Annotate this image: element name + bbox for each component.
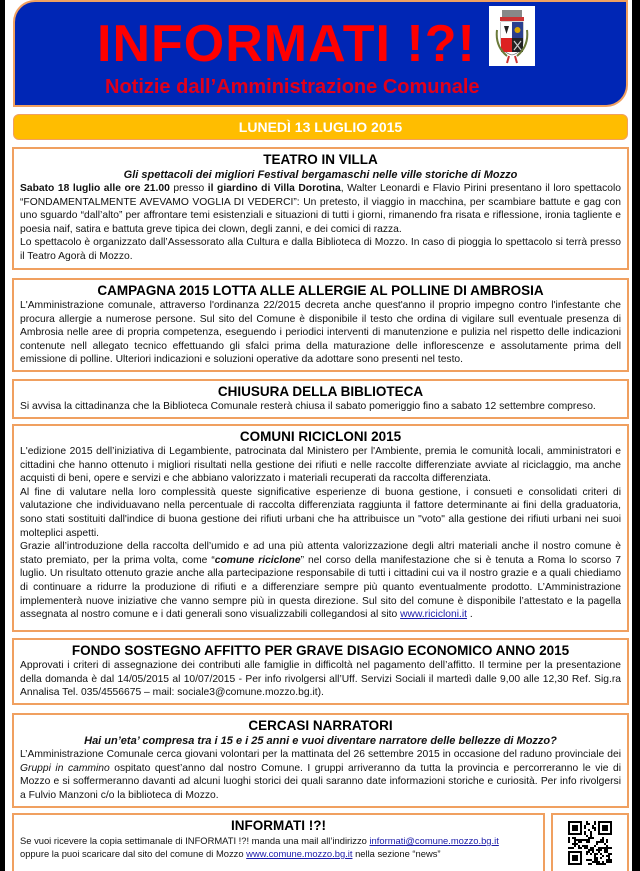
section-title: FONDO SOSTEGNO AFFITTO PER GRAVE DISAGIO ECONOMICO ANNO 2015 [71, 643, 570, 658]
section-paragraph: Approvati i criteri di assegnazione dei contributi alle famiglie in difficoltà nel pagamento dell’affitto. Il termine per la presentazione della domanda è dal 14/05/2015 al 10/07/2015 - Per info rivolgersi all’Uff. Servizi Sociali il martedì dalle 9,00 alle 12,30 Ref. Sig.ra Annalisa Tel. 035/4556675 – mail: sociale3@comune.mozzo.bg.it). [20, 660, 621, 699]
newsletter-title: INFORMATI !?! [97, 15, 476, 73]
coat-of-arms-icon [489, 6, 535, 66]
section-paragraph: L'Amministrazione comunale, attraverso l'ordinanza 22/2015 decreta anche quest'anno il proprio impegno contro l'infestante che procura allergie a numerose persone. Sul sito del Comune è disponibile il testo che ordina di vigilare sull eventuale presenza di Ambrosia nelle aree di propria competenza, eseguendo i periodici interventi di manutenzione e pulizia nel rispetto delle indicazioni contenute nell allegato tecnico effettuando gli sfalci prima della maturazione delle inflorescenze e assolutamente prima dell emissione di polline. Ulteriori indicazioni e soluzioni operative da adottare sono presenti nel testo. [20, 300, 621, 366]
masthead [13, 0, 628, 107]
section-title: INFORMATI !?! [231, 818, 326, 833]
email-link[interactable]: informati@comune.mozzo.bg.it [369, 835, 499, 846]
section-paragraph: Sabato 18 luglio alle ore 21.00 presso il giardino di Villa Dorotina, Walter Leonardi e Flavio Pirini presentano il loro spettacolo “FONDAMENTALMENTE AVEVAMO VOGLIA DI VEDERCI”: Un pretesto, il viaggio in macchina, per scambiare battute e gag con uno sguardo “dall’alto” per affrontare temi esistenziali e situazioni di tutti i giorni, rimanendo fra risata e riflessione, ironia tagliente e poesia naif, satira e battuta greve tipica dei clown, degli zanni, e dei comici di razza. [20, 183, 621, 235]
qr-code-box [551, 813, 629, 871]
newsletter-subtitle: Notizie dall’Amministrazione Comunale [105, 76, 480, 98]
section-fondo-affitto [12, 638, 629, 705]
section-paragraph: Al fine di valutare nella loro complessità queste significative esperienze di buona gestione, i consueti e consolidati criteri di valutazione che individuavano nella percentuale di raccolta differenziata raggiunta il fattore determinante ai fini della graduatoria, sono stati sostituiti dall'indice di buona gestione dei rifiuti urbani che ha attribuisce un "voto" alla gestione dei rifiuti urbani nei suoi molteplici aspetti. [20, 486, 621, 539]
newsletter-page [5, 0, 632, 871]
qr-code-icon[interactable] [568, 821, 612, 865]
subscribe-line: Se vuoi ricevere la copia settimanale di INFORMATI !?! manda una mail all’indirizzo informati@comune.mozzo.bg.it [20, 835, 499, 846]
section-paragraph: Si avvisa la cittadinanza che la Biblioteca Comunale resterà chiusa il sabato pomeriggio fino a sabato 12 settembre compreso. [20, 401, 596, 412]
section-cercasi-narratori [12, 713, 629, 808]
section-title: CHIUSURA DELLA BIBLIOTECA [217, 384, 424, 399]
section-subtitle: Gli spettacoli dei migliori Festival bergamaschi nelle ville storiche di Mozzo [123, 169, 518, 181]
section-title: TEATRO IN VILLA [263, 152, 378, 167]
section-paragraph: L'edizione 2015 dell’iniziativa di Legambiente, patrocinata dal Ministero per l'Ambiente, premia le comunità locali, amministratori e cittadini che hanno ottenuto i migliori risultati nella gestione dei rifiuti e nelle raccolte differenziate avviate al riciclaggio, ma anche acquisti di beni, opere e servizi e che abbiano valorizzato i materiali recuperati da raccolta differenziata. [20, 446, 621, 485]
section-chiusura-biblioteca [12, 379, 629, 419]
section-teatro-in-villa [12, 147, 629, 270]
section-comuni-ricicloni [12, 424, 629, 632]
section-title: COMUNI RICICLONI 2015 [239, 429, 402, 444]
section-subtitle: Hai un’eta’ compresa tra i 15 e i 25 anni e vuoi diventare narratore delle bellezze di Mozzo? [84, 735, 557, 747]
section-title: CERCASI NARRATORI [248, 718, 393, 733]
section-paragraph: Lo spettacolo è organizzato dall’Assessorato alla Cultura e dalla Biblioteca di Mozzo. In caso di pioggia lo spettacolo si terrà presso il Teatro Agorà di Mozzo. [20, 237, 621, 262]
ricicloni-link[interactable]: www.ricicloni.it [400, 609, 468, 621]
section-informati-subscribe [12, 813, 545, 871]
website-link[interactable]: www.comune.mozzo.bg.it [246, 848, 353, 859]
issue-date: LUNEDÌ 13 LUGLIO 2015 [13, 114, 628, 140]
download-line: oppure la puoi scaricare dal sito del comune di Mozzo www.comune.mozzo.bg.it nella sezione “news” [20, 848, 441, 859]
section-paragraph: L’Amministrazione Comunale cerca giovani volontari per la mattinata del 26 settembre 2015 in occasione del raduno provinciale dei Gruppi in cammino ospitato quest’anno dal nostro Comune. I gruppi arriveranno da tutta la provincia e percorreranno le vie di Mozzo e si soffermeranno davanti ad alcuni luoghi storici dei quali saranno date informazioni storiche e curiosità. Per info rivolgersi a Fulvio Manzoni c/o la biblioteca di Mozzo. [20, 749, 621, 801]
section-paragraph: Grazie all’introduzione della raccolta dell’umido e ad una più attenta valorizzazione degli altri materiali anche il nostro comune è stato premiato, per la prima volta, come “comune riciclone” nel corso della manifestazione che si è tenuta a Roma lo scorso 7 luglio. Un risultato ottenuto grazie anche alla partecipazione responsabile di tutti i cittadini cui va il nostro grazie e a quali chiediamo di continuare a ridurre la produzione di rifiuti e a differenziare sempre più quanto eventualmente prodotto. L’Amministrazione implementerà nuove iniziative che vanno sempre più in questa direzione. Sul sito del comune è disponibile l’attestato e la pagella assegnata al nostro comune e i dati generali sono visualizzabili collegandosi al sito www.ricicloni.it . [20, 541, 621, 621]
section-ambrosia [12, 278, 629, 372]
section-title: CAMPAGNA 2015 LOTTA ALLE ALLERGIE AL POLLINE DI AMBROSIA [97, 283, 544, 298]
